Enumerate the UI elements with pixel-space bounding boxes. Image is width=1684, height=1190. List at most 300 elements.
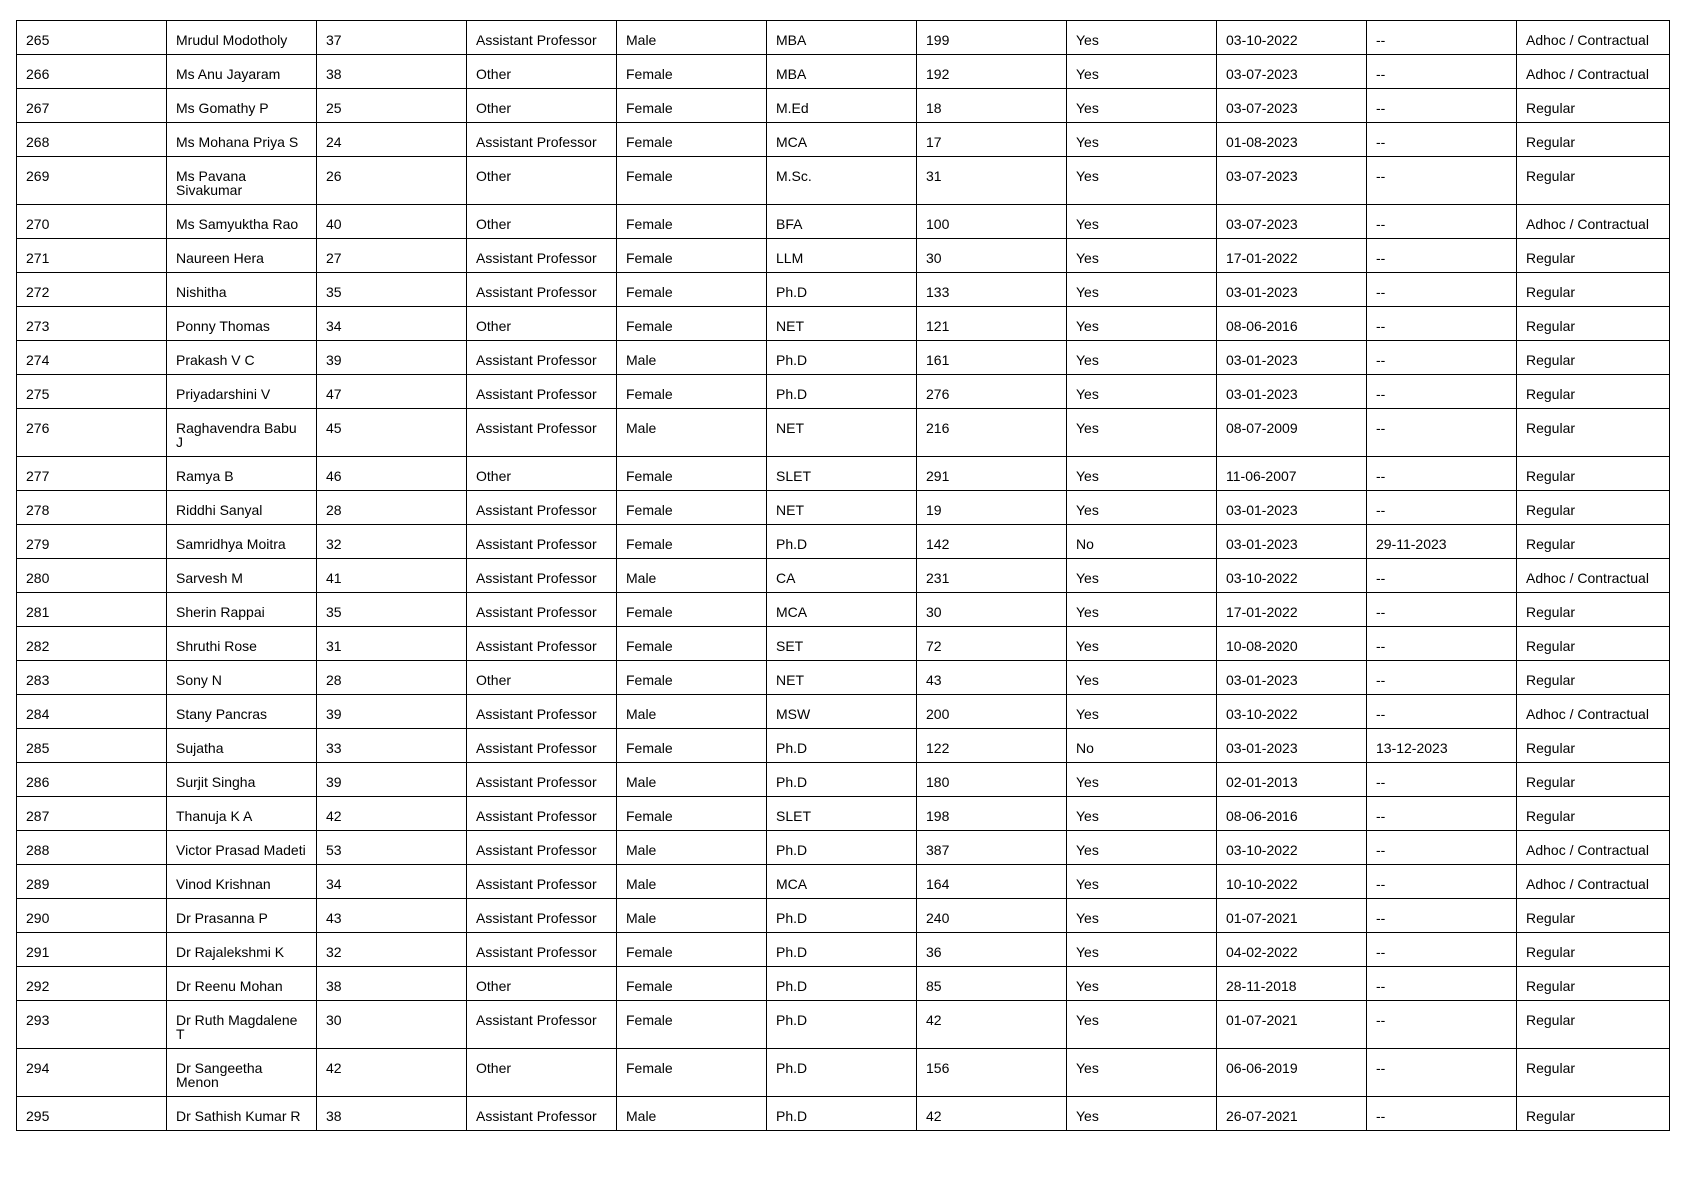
gender-cell: Female [617,729,767,763]
gender-cell: Female [617,797,767,831]
age-cell: 25 [317,89,467,123]
table-row [17,273,1670,307]
leaving-date-cell: -- [1367,205,1517,239]
experience-cell: 276 [917,375,1067,409]
gender-cell: Female [617,967,767,1001]
serial-number-cell: 287 [17,797,167,831]
status-cell: Yes [1067,239,1217,273]
gender-cell: Male [617,695,767,729]
appointment-type-cell: Regular [1517,525,1670,559]
table-row [17,491,1670,525]
appointment-type-cell: Adhoc / Contractual [1517,205,1670,239]
experience-cell: 161 [917,341,1067,375]
serial-number-cell: 269 [17,157,167,205]
appointment-type-cell: Regular [1517,1097,1670,1131]
joining-date-cell: 26-07-2021 [1217,1097,1367,1131]
experience-cell: 31 [917,157,1067,205]
joining-date-cell: 02-01-2013 [1217,763,1367,797]
serial-number-cell: 292 [17,967,167,1001]
designation-cell: Assistant Professor [467,123,617,157]
age-cell: 37 [317,21,467,55]
experience-cell: 72 [917,627,1067,661]
qualification-cell: MCA [767,123,917,157]
table-row [17,1049,1670,1097]
name-cell: Raghavendra Babu J [167,409,317,457]
status-cell: Yes [1067,205,1217,239]
gender-cell: Female [617,157,767,205]
appointment-type-cell: Regular [1517,157,1670,205]
age-cell: 27 [317,239,467,273]
experience-cell: 180 [917,763,1067,797]
age-cell: 26 [317,157,467,205]
gender-cell: Female [617,1001,767,1049]
joining-date-cell: 03-01-2023 [1217,375,1367,409]
status-cell: Yes [1067,661,1217,695]
status-cell: Yes [1067,491,1217,525]
joining-date-cell: 17-01-2022 [1217,593,1367,627]
serial-number-cell: 280 [17,559,167,593]
appointment-type-cell: Regular [1517,273,1670,307]
serial-number-cell: 274 [17,341,167,375]
name-cell: Dr Prasanna P [167,899,317,933]
appointment-type-cell: Regular [1517,341,1670,375]
joining-date-cell: 08-07-2009 [1217,409,1367,457]
joining-date-cell: 03-07-2023 [1217,55,1367,89]
serial-number-cell: 295 [17,1097,167,1131]
serial-number-cell: 285 [17,729,167,763]
age-cell: 39 [317,695,467,729]
table-row [17,865,1670,899]
qualification-cell: Ph.D [767,831,917,865]
experience-cell: 42 [917,1001,1067,1049]
experience-cell: 192 [917,55,1067,89]
appointment-type-cell: Adhoc / Contractual [1517,21,1670,55]
status-cell: Yes [1067,89,1217,123]
qualification-cell: SLET [767,457,917,491]
name-cell: Stany Pancras [167,695,317,729]
leaving-date-cell: -- [1367,1049,1517,1097]
name-cell: Shruthi Rose [167,627,317,661]
age-cell: 47 [317,375,467,409]
designation-cell: Other [467,307,617,341]
appointment-type-cell: Regular [1517,627,1670,661]
status-cell: Yes [1067,559,1217,593]
appointment-type-cell: Regular [1517,899,1670,933]
qualification-cell: MSW [767,695,917,729]
qualification-cell: NET [767,491,917,525]
joining-date-cell: 17-01-2022 [1217,239,1367,273]
leaving-date-cell: -- [1367,89,1517,123]
name-cell: Dr Rajalekshmi K [167,933,317,967]
table-row [17,1001,1670,1049]
name-cell: Ms Pavana Sivakumar [167,157,317,205]
leaving-date-cell: -- [1367,55,1517,89]
age-cell: 40 [317,205,467,239]
table-row [17,831,1670,865]
qualification-cell: Ph.D [767,375,917,409]
gender-cell: Male [617,831,767,865]
gender-cell: Male [617,559,767,593]
gender-cell: Male [617,409,767,457]
name-cell: Sarvesh M [167,559,317,593]
table-row [17,409,1670,457]
leaving-date-cell: -- [1367,763,1517,797]
status-cell: Yes [1067,865,1217,899]
experience-cell: 240 [917,899,1067,933]
status-cell: Yes [1067,593,1217,627]
status-cell: No [1067,525,1217,559]
leaving-date-cell: -- [1367,695,1517,729]
gender-cell: Female [617,593,767,627]
appointment-type-cell: Regular [1517,307,1670,341]
serial-number-cell: 272 [17,273,167,307]
experience-cell: 133 [917,273,1067,307]
experience-cell: 198 [917,797,1067,831]
name-cell: Dr Sathish Kumar R [167,1097,317,1131]
serial-number-cell: 291 [17,933,167,967]
designation-cell: Assistant Professor [467,559,617,593]
joining-date-cell: 28-11-2018 [1217,967,1367,1001]
table-row [17,1097,1670,1131]
designation-cell: Assistant Professor [467,491,617,525]
status-cell: Yes [1067,375,1217,409]
document-page [16,20,1669,1131]
status-cell: Yes [1067,123,1217,157]
serial-number-cell: 276 [17,409,167,457]
qualification-cell: Ph.D [767,525,917,559]
leaving-date-cell: -- [1367,409,1517,457]
name-cell: Samridhya Moitra [167,525,317,559]
name-cell: Prakash V C [167,341,317,375]
age-cell: 39 [317,763,467,797]
qualification-cell: Ph.D [767,763,917,797]
joining-date-cell: 04-02-2022 [1217,933,1367,967]
table-row [17,661,1670,695]
table-row [17,933,1670,967]
appointment-type-cell: Regular [1517,409,1670,457]
qualification-cell: SLET [767,797,917,831]
gender-cell: Female [617,525,767,559]
designation-cell: Assistant Professor [467,695,617,729]
designation-cell: Other [467,457,617,491]
experience-cell: 18 [917,89,1067,123]
status-cell: Yes [1067,307,1217,341]
designation-cell: Assistant Professor [467,375,617,409]
table-row [17,21,1670,55]
name-cell: Ms Anu Jayaram [167,55,317,89]
qualification-cell: Ph.D [767,933,917,967]
age-cell: 28 [317,661,467,695]
leaving-date-cell: 13-12-2023 [1367,729,1517,763]
appointment-type-cell: Regular [1517,1001,1670,1049]
status-cell: Yes [1067,21,1217,55]
qualification-cell: MBA [767,21,917,55]
designation-cell: Assistant Professor [467,1097,617,1131]
faculty-table [16,20,1670,1131]
qualification-cell: MCA [767,593,917,627]
appointment-type-cell: Adhoc / Contractual [1517,831,1670,865]
leaving-date-cell: -- [1367,21,1517,55]
table-row [17,205,1670,239]
gender-cell: Male [617,899,767,933]
experience-cell: 85 [917,967,1067,1001]
status-cell: Yes [1067,457,1217,491]
designation-cell: Assistant Professor [467,341,617,375]
experience-cell: 121 [917,307,1067,341]
table-row [17,559,1670,593]
status-cell: Yes [1067,933,1217,967]
name-cell: Riddhi Sanyal [167,491,317,525]
designation-cell: Assistant Professor [467,593,617,627]
status-cell: Yes [1067,55,1217,89]
age-cell: 43 [317,899,467,933]
designation-cell: Other [467,1049,617,1097]
serial-number-cell: 265 [17,21,167,55]
designation-cell: Assistant Professor [467,831,617,865]
appointment-type-cell: Regular [1517,1049,1670,1097]
name-cell: Dr Ruth Magdalene T [167,1001,317,1049]
age-cell: 24 [317,123,467,157]
joining-date-cell: 03-01-2023 [1217,341,1367,375]
appointment-type-cell: Regular [1517,89,1670,123]
status-cell: Yes [1067,797,1217,831]
serial-number-cell: 289 [17,865,167,899]
status-cell: Yes [1067,1097,1217,1131]
age-cell: 32 [317,933,467,967]
gender-cell: Female [617,123,767,157]
joining-date-cell: 03-01-2023 [1217,729,1367,763]
designation-cell: Assistant Professor [467,273,617,307]
joining-date-cell: 11-06-2007 [1217,457,1367,491]
experience-cell: 142 [917,525,1067,559]
leaving-date-cell: -- [1367,967,1517,1001]
status-cell: Yes [1067,273,1217,307]
serial-number-cell: 268 [17,123,167,157]
leaving-date-cell: -- [1367,661,1517,695]
serial-number-cell: 275 [17,375,167,409]
age-cell: 34 [317,865,467,899]
name-cell: Mrudul Modotholy [167,21,317,55]
joining-date-cell: 03-01-2023 [1217,273,1367,307]
leaving-date-cell: -- [1367,627,1517,661]
designation-cell: Assistant Professor [467,21,617,55]
experience-cell: 30 [917,239,1067,273]
appointment-type-cell: Regular [1517,375,1670,409]
status-cell: Yes [1067,1001,1217,1049]
qualification-cell: LLM [767,239,917,273]
gender-cell: Female [617,661,767,695]
experience-cell: 100 [917,205,1067,239]
designation-cell: Assistant Professor [467,933,617,967]
experience-cell: 122 [917,729,1067,763]
serial-number-cell: 270 [17,205,167,239]
designation-cell: Other [467,205,617,239]
designation-cell: Other [467,89,617,123]
serial-number-cell: 266 [17,55,167,89]
designation-cell: Assistant Professor [467,763,617,797]
age-cell: 35 [317,273,467,307]
qualification-cell: Ph.D [767,341,917,375]
leaving-date-cell: -- [1367,341,1517,375]
joining-date-cell: 08-06-2016 [1217,797,1367,831]
serial-number-cell: 286 [17,763,167,797]
leaving-date-cell: 29-11-2023 [1367,525,1517,559]
name-cell: Priyadarshini V [167,375,317,409]
age-cell: 31 [317,627,467,661]
leaving-date-cell: -- [1367,1001,1517,1049]
experience-cell: 231 [917,559,1067,593]
appointment-type-cell: Adhoc / Contractual [1517,55,1670,89]
age-cell: 38 [317,967,467,1001]
designation-cell: Assistant Professor [467,627,617,661]
experience-cell: 42 [917,1097,1067,1131]
appointment-type-cell: Regular [1517,729,1670,763]
status-cell: Yes [1067,627,1217,661]
joining-date-cell: 01-08-2023 [1217,123,1367,157]
name-cell: Ms Gomathy P [167,89,317,123]
leaving-date-cell: -- [1367,491,1517,525]
gender-cell: Male [617,341,767,375]
status-cell: Yes [1067,967,1217,1001]
status-cell: Yes [1067,157,1217,205]
qualification-cell: NET [767,661,917,695]
serial-number-cell: 273 [17,307,167,341]
name-cell: Sujatha [167,729,317,763]
name-cell: Vinod Krishnan [167,865,317,899]
joining-date-cell: 10-08-2020 [1217,627,1367,661]
gender-cell: Male [617,865,767,899]
table-row [17,457,1670,491]
qualification-cell: SET [767,627,917,661]
table-row [17,239,1670,273]
age-cell: 28 [317,491,467,525]
age-cell: 35 [317,593,467,627]
qualification-cell: Ph.D [767,899,917,933]
experience-cell: 164 [917,865,1067,899]
age-cell: 45 [317,409,467,457]
table-row [17,627,1670,661]
joining-date-cell: 03-01-2023 [1217,525,1367,559]
name-cell: Sherin Rappai [167,593,317,627]
qualification-cell: Ph.D [767,967,917,1001]
table-row [17,763,1670,797]
experience-cell: 36 [917,933,1067,967]
experience-cell: 199 [917,21,1067,55]
table-row [17,695,1670,729]
qualification-cell: NET [767,307,917,341]
age-cell: 30 [317,1001,467,1049]
experience-cell: 291 [917,457,1067,491]
table-row [17,341,1670,375]
leaving-date-cell: -- [1367,559,1517,593]
appointment-type-cell: Regular [1517,593,1670,627]
serial-number-cell: 267 [17,89,167,123]
age-cell: 42 [317,797,467,831]
designation-cell: Assistant Professor [467,239,617,273]
experience-cell: 30 [917,593,1067,627]
appointment-type-cell: Adhoc / Contractual [1517,865,1670,899]
serial-number-cell: 290 [17,899,167,933]
status-cell: Yes [1067,899,1217,933]
leaving-date-cell: -- [1367,933,1517,967]
appointment-type-cell: Regular [1517,661,1670,695]
status-cell: Yes [1067,409,1217,457]
name-cell: Ponny Thomas [167,307,317,341]
serial-number-cell: 279 [17,525,167,559]
qualification-cell: CA [767,559,917,593]
leaving-date-cell: -- [1367,831,1517,865]
joining-date-cell: 03-10-2022 [1217,831,1367,865]
serial-number-cell: 294 [17,1049,167,1097]
joining-date-cell: 03-10-2022 [1217,559,1367,593]
table-row [17,89,1670,123]
age-cell: 38 [317,55,467,89]
serial-number-cell: 284 [17,695,167,729]
age-cell: 39 [317,341,467,375]
appointment-type-cell: Regular [1517,239,1670,273]
age-cell: 32 [317,525,467,559]
table-row [17,593,1670,627]
table-row [17,307,1670,341]
joining-date-cell: 01-07-2021 [1217,1001,1367,1049]
experience-cell: 43 [917,661,1067,695]
qualification-cell: M.Sc. [767,157,917,205]
experience-cell: 200 [917,695,1067,729]
table-row [17,797,1670,831]
name-cell: Thanuja K A [167,797,317,831]
leaving-date-cell: -- [1367,239,1517,273]
appointment-type-cell: Regular [1517,457,1670,491]
gender-cell: Female [617,239,767,273]
joining-date-cell: 06-06-2019 [1217,1049,1367,1097]
qualification-cell: Ph.D [767,273,917,307]
leaving-date-cell: -- [1367,307,1517,341]
leaving-date-cell: -- [1367,157,1517,205]
gender-cell: Female [617,89,767,123]
gender-cell: Female [617,375,767,409]
joining-date-cell: 03-10-2022 [1217,21,1367,55]
experience-cell: 19 [917,491,1067,525]
qualification-cell: Ph.D [767,1049,917,1097]
leaving-date-cell: -- [1367,375,1517,409]
name-cell: Nishitha [167,273,317,307]
designation-cell: Other [467,55,617,89]
appointment-type-cell: Regular [1517,797,1670,831]
qualification-cell: MBA [767,55,917,89]
joining-date-cell: 03-07-2023 [1217,89,1367,123]
gender-cell: Male [617,763,767,797]
leaving-date-cell: -- [1367,899,1517,933]
table-row [17,375,1670,409]
joining-date-cell: 03-01-2023 [1217,491,1367,525]
gender-cell: Female [617,1049,767,1097]
designation-cell: Other [467,157,617,205]
qualification-cell: MCA [767,865,917,899]
leaving-date-cell: -- [1367,123,1517,157]
table-row [17,967,1670,1001]
gender-cell: Male [617,1097,767,1131]
status-cell: Yes [1067,341,1217,375]
age-cell: 46 [317,457,467,491]
status-cell: No [1067,729,1217,763]
table-row [17,525,1670,559]
qualification-cell: Ph.D [767,1097,917,1131]
leaving-date-cell: -- [1367,865,1517,899]
designation-cell: Assistant Professor [467,899,617,933]
table-row [17,729,1670,763]
gender-cell: Female [617,933,767,967]
appointment-type-cell: Regular [1517,967,1670,1001]
